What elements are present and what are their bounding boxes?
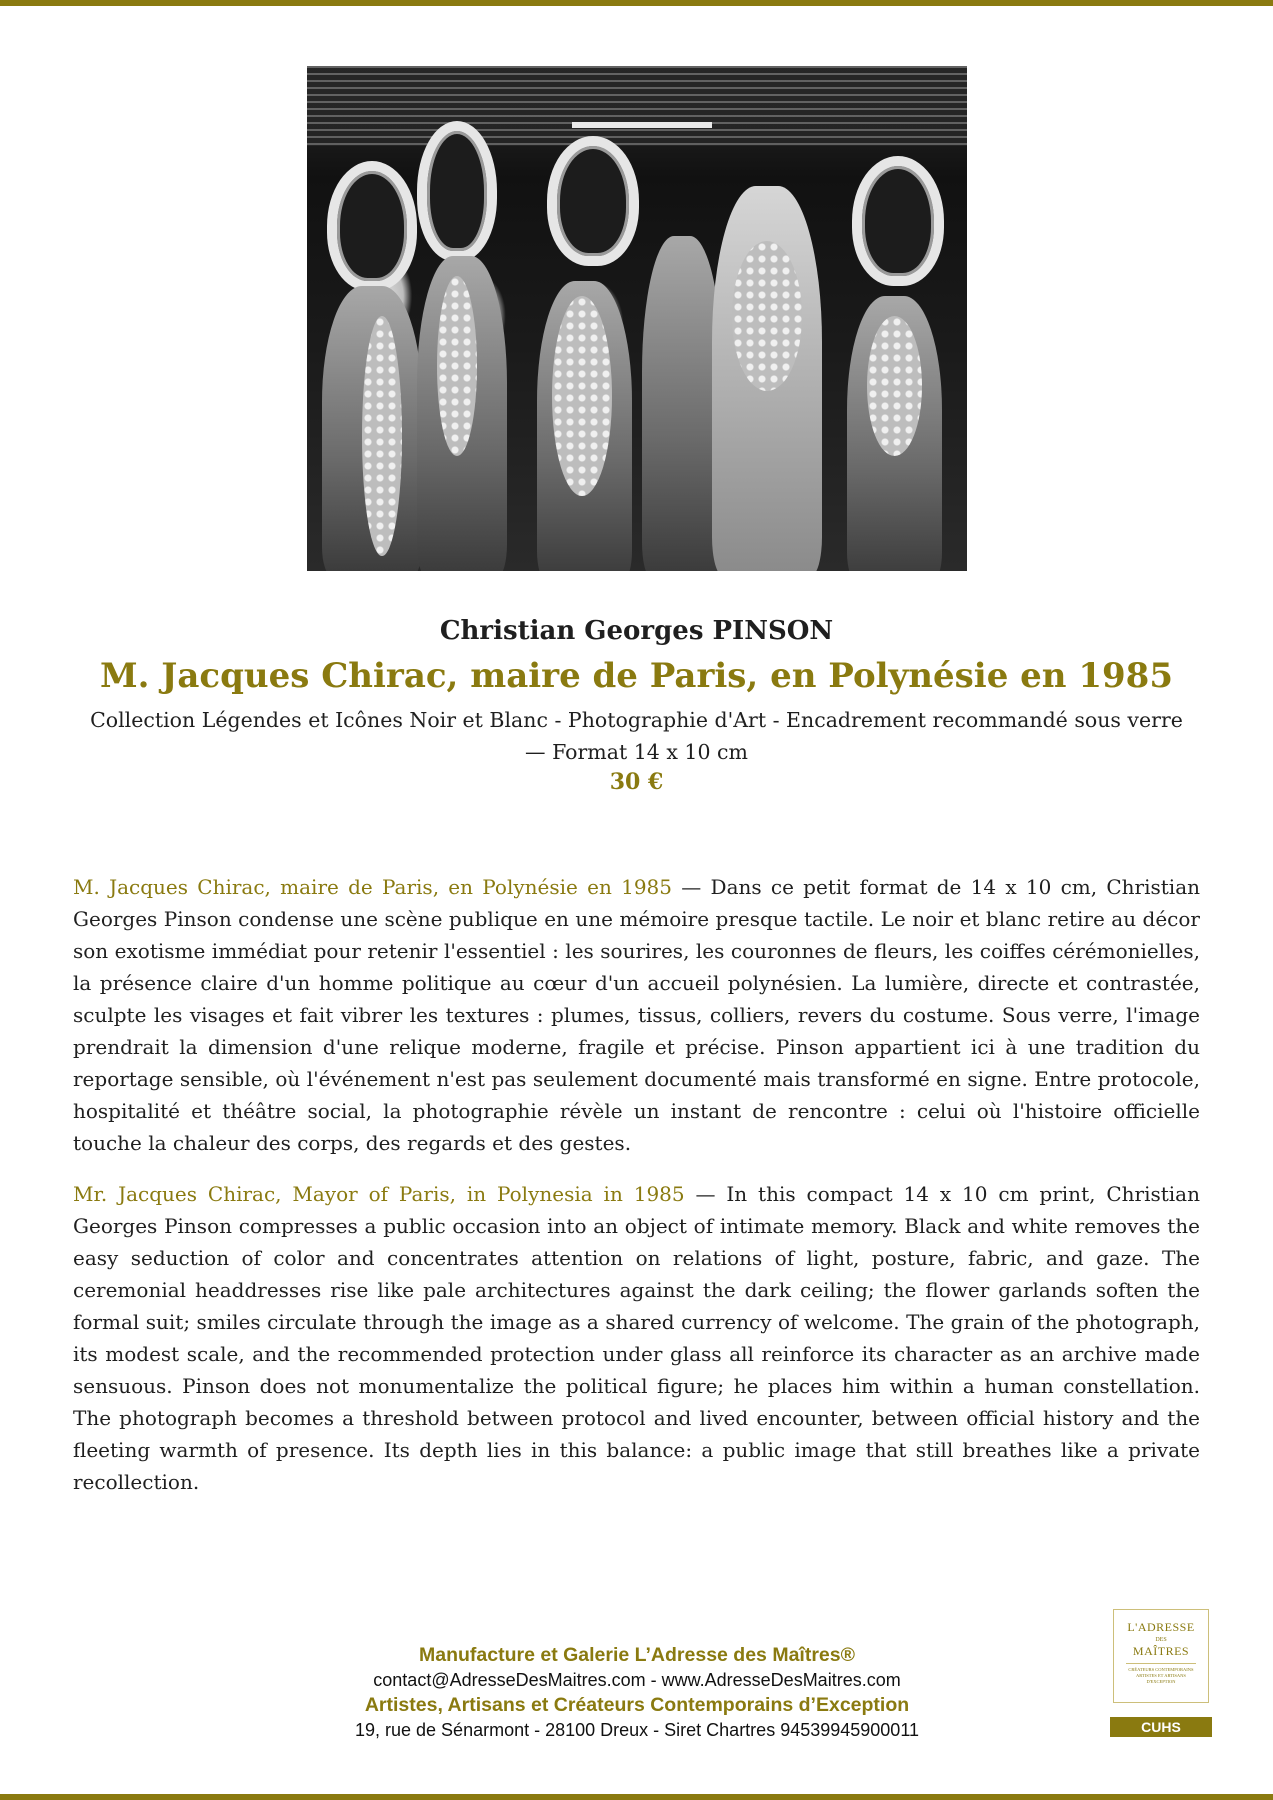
footer-tagline: Artistes, Artisans et Créateurs Contemporains d’Exception [364,1694,910,1716]
footer-contact: contact@AdresseDesMaitres.com - www.AdresseDesMaitres.com [373,1670,901,1690]
headdress [327,161,417,291]
footer-address: 19, rue de Sénarmont - 28100 Dreux - Siret Chartres 94539945900011 [354,1720,920,1740]
artwork-price: 30 € [609,769,664,795]
bottom-border [0,1794,1273,1800]
headdress [852,156,944,286]
logo-line-4: CRÉATEURS CONTEMPORAINS ARTISTES ET ARTISANS D'EXCEPTION [1128,1667,1194,1684]
description-english-lead: Mr. Jacques Chirac, Mayor of Paris, in Polynesia in 1985 [73,1182,685,1206]
description-french-lead: M. Jacques Chirac, maire de Paris, en Polynésie en 1985 [73,875,673,899]
flower-garland [732,241,802,391]
ceiling-slats [307,66,967,146]
description-french [73,871,1200,1159]
logo-line-3: MAÎTRES [1132,1644,1190,1658]
footer-company: Manufacture et Galerie L’Adresse des Maîtres® [419,1644,855,1666]
description-english [73,1178,1200,1498]
artwork-photo [307,66,967,571]
logo-line-2: DES [1155,1637,1167,1643]
ceiling-light [572,122,712,128]
gallery-logo [1113,1609,1209,1703]
artist-name: Christian Georges PINSON [439,616,834,646]
logo-rule [1126,1663,1196,1664]
logo-line-1: L'ADRESSE [1127,1620,1195,1634]
artwork-title: M. Jacques Chirac, maire de Paris, en Polynésie en 1985 [99,656,1173,696]
description-english-text: — In this compact 14 x 10 cm print, Christian Georges Pinson compresses a public occasion into an object of intimate memory. Black and white removes the easy seduction of color and concentrates attention on relations of light, posture, fabric, and gaze. The ceremonial headdresses rise like pale architectures against the dark ceiling; the flower garlands soften the formal suit; smiles circulate through the image as a shared currency of welcome. The grain of the photograph, its modest scale, and the recommended protection under glass all reinforce its character as an archive made sensuous. Pinson does not monumentalize the political figure; he places him within a human constellation. The photograph becomes a threshold between protocol and lived encounter, between official history and the fleeting warmth of presence. Its depth lies in this balance: a public image that still breathes like a private recollection. [73,1182,1200,1494]
artwork-subtitle: Collection Légendes et Icônes Noir et Blanc - Photographie d'Art - Encadrement recommandé sous verre — Format 14 x 10 cm [90,708,1183,764]
flower-garland [867,316,922,456]
woman-figure [642,236,722,571]
headdress [547,136,639,266]
headdress [417,121,497,261]
logo-badge: CUHS [1110,1717,1212,1737]
footer [272,1643,1002,1743]
flower-garland [362,316,402,556]
top-border [0,0,1273,6]
description-french-text: — Dans ce petit format de 14 x 10 cm, Christian Georges Pinson condense une scène publique en une mémoire presque tactile. Le noir et blanc retire au décor son exotisme immédiat pour retenir l'essentiel : les sourires, les couronnes de fleurs, les coiffes cérémonielles, la présence claire d'un homme politique au cœur d'un accueil polynésien. La lumière, directe et contrastée, sculpte les visages et fait vibrer les textures : plumes, tissus, colliers, revers du costume. Sous verre, l'image prendrait la dimension d'une relique moderne, fragile et précise. Pinson appartient ici à une tradition du reportage sensible, où l'événement n'est pas seulement documenté mais transformé en signe. Entre protocole, hospitalité et théâtre social, la photographie révèle un instant de rencontre : celui où l'histoire officielle touche la chaleur des corps, des regards et des gestes. [73,875,1201,1155]
flower-garland [437,276,477,456]
flower-garland [552,296,612,496]
